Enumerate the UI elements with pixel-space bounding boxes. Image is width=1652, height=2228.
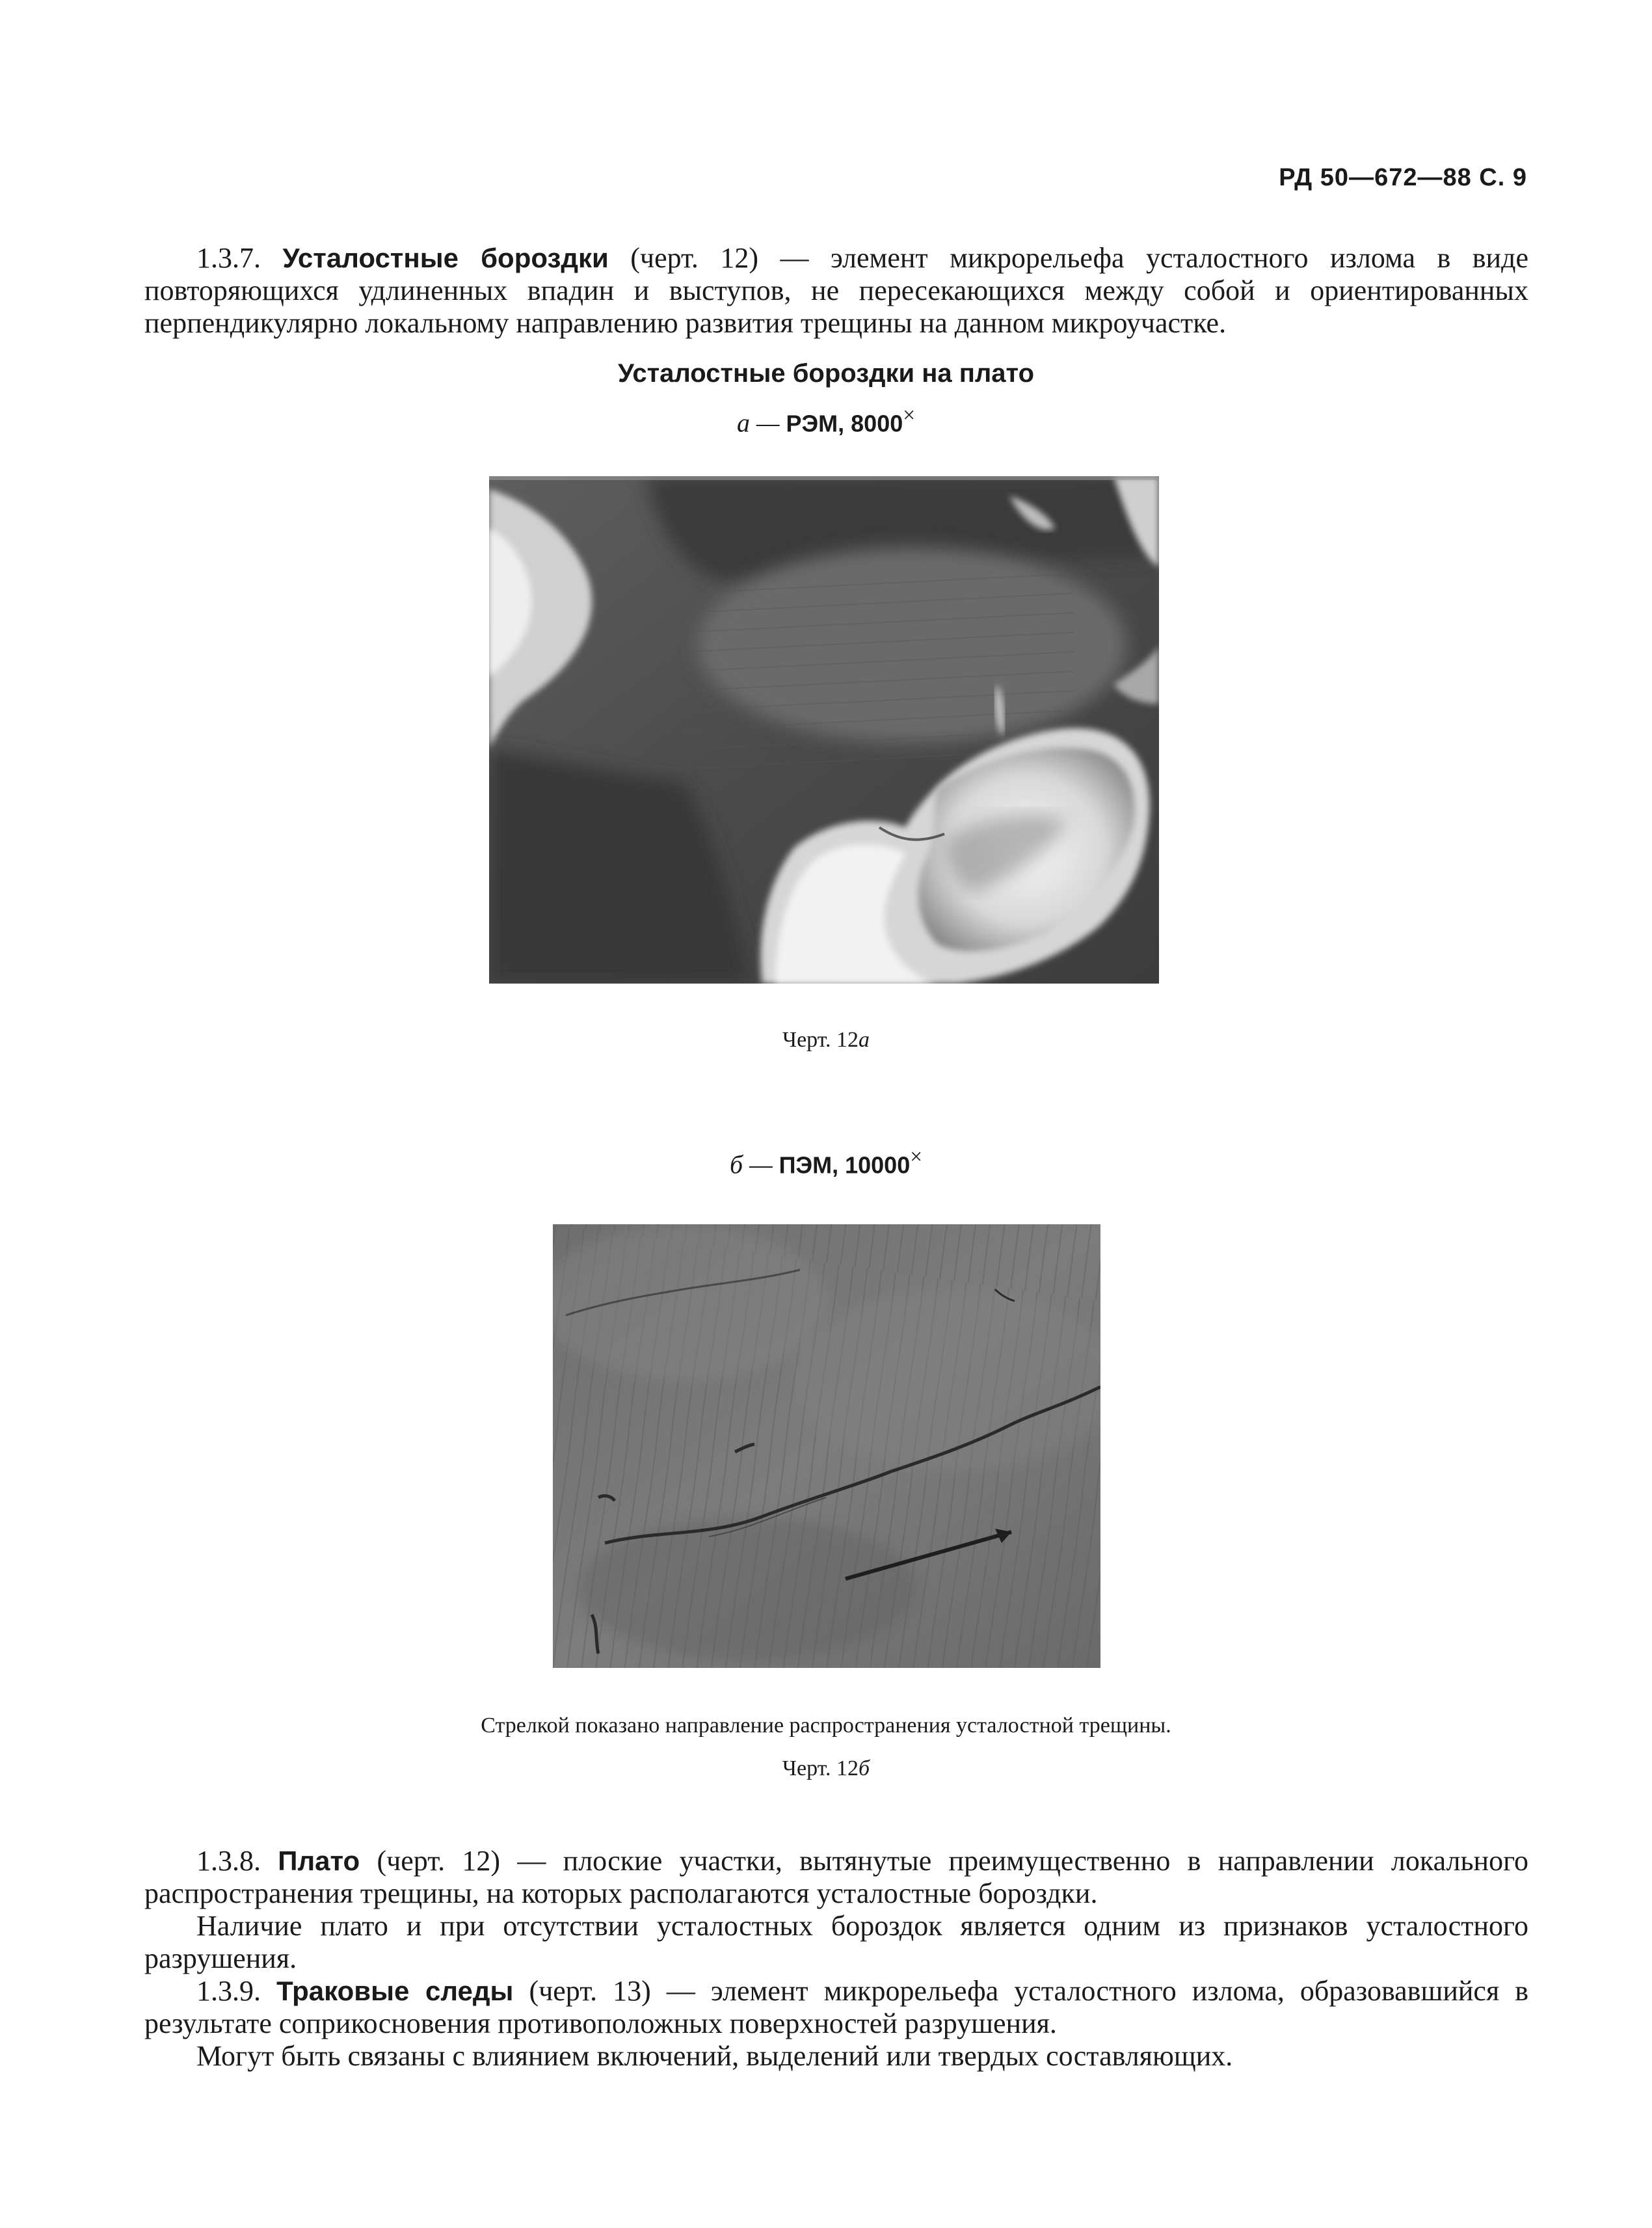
microscope-label: РЭМ, 8000 [786,410,903,437]
figure-a-label [0,403,1652,438]
term: Плато [278,1845,360,1876]
figure-title: Усталостные бороздки на плато [617,359,1035,388]
caption-letter: а [859,1028,870,1052]
figure-b-note: Стрелкой показано направление распространения усталостной трещины. [481,1713,1171,1738]
caption-text: Черт. 12 [782,1028,859,1052]
figure-b-label [0,1145,1652,1179]
term: Усталостные бороздки [282,243,609,273]
magnification-mark: × [910,1145,923,1169]
definition-text: (черт. 12) — плоские участки, вытянутые преимущественно в направлении локального распространения трещины, на которых располагаются усталостные бороздки. [144,1845,1529,1909]
figure-b-caption [0,1756,1652,1781]
sem-micrograph [489,476,1159,984]
clause-number: 1.3.7. [196,242,261,274]
definition-text: (черт. 13) — элемент микрорельефа усталостного излома, образовавшийся в результате соприкосновения противоположных поверхностей разрушения. [144,1975,1529,2039]
caption-letter: б [858,1756,870,1780]
caption-text: Черт. 12 [782,1756,859,1780]
subfigure-letter: б — [729,1149,773,1179]
paragraph-text: Могут быть связаны с влиянием включений, выделений или твердых составляющих. [196,2040,1233,2072]
clause-number: 1.3.9. [196,1975,261,2007]
definition-text: (черт. 12) — элемент микрорельефа усталостного излома в виде повторяющихся удлиненных впадин и выступов, не пересекающихся между собой и ориентированных перпендикулярно локальному направлению развития трещины на данном микроучастке. [144,242,1529,339]
figure-a-caption [0,1028,1652,1053]
term: Траковые следы [276,1976,514,2006]
tem-micrograph [553,1224,1100,1668]
microscope-label: ПЭМ, 10000 [779,1151,911,1179]
subfigure-letter: а — [736,408,780,438]
paragraph-1-3-8 [144,1845,1528,1975]
paragraph-1-3-7 [144,242,1528,340]
paragraph-1-3-9 [144,1975,1528,2073]
paragraph-text: Наличие плато и при отсутствии усталостных бороздок является одним из признаков усталостного разрушения. [144,1910,1528,1974]
magnification-mark: × [903,403,916,427]
clause-number: 1.3.8. [196,1845,261,1877]
page-header-code: РД 50—672—88 С. 9 [1279,164,1527,191]
